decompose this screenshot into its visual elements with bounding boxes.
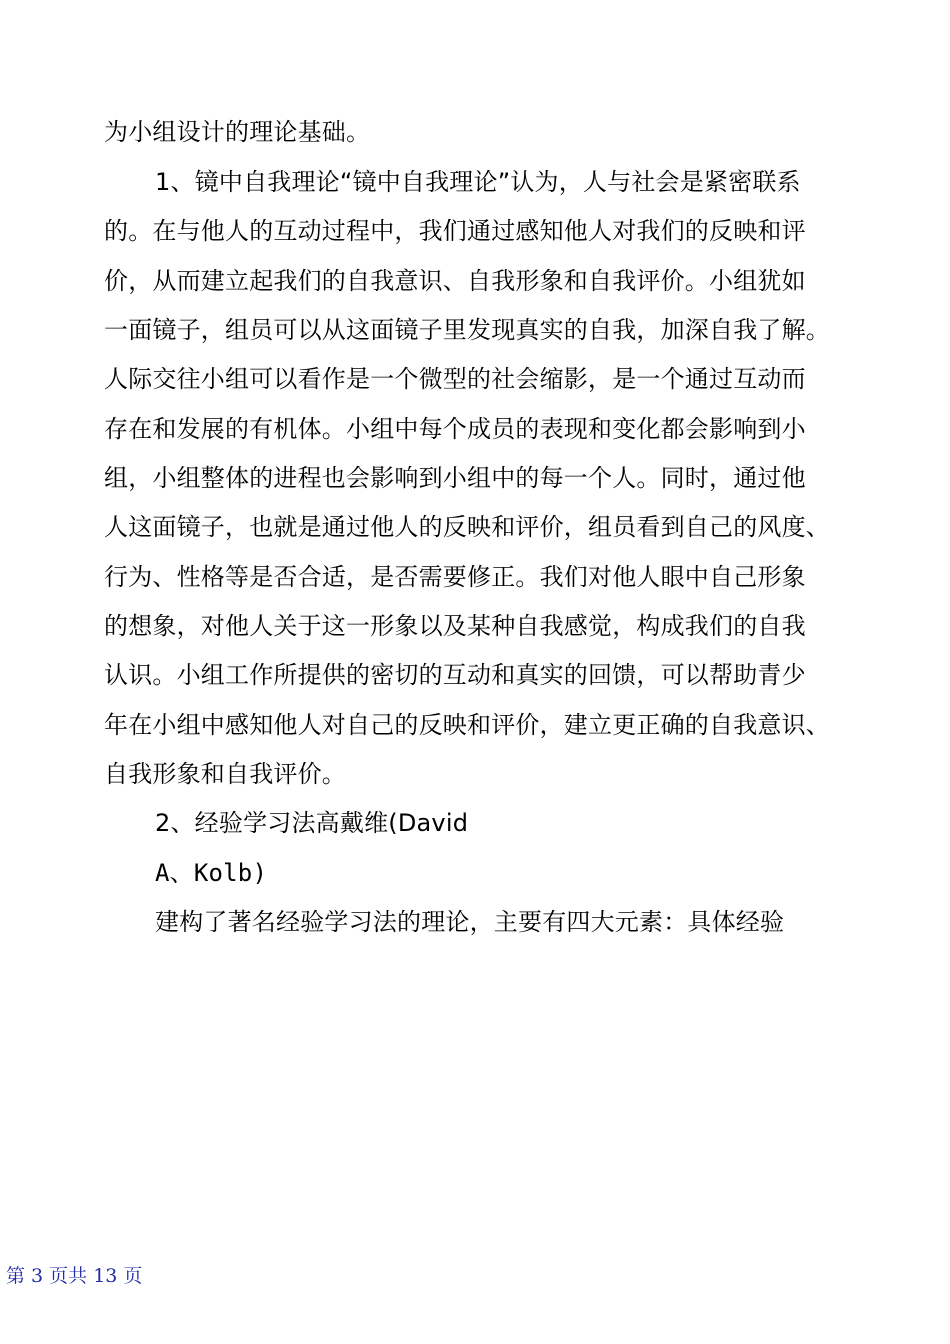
text-line: 人这面镜子，也就是通过他人的反映和评价，组员看到自己的风度、 xyxy=(104,513,830,541)
text-line: 价，从而建立起我们的自我意识、自我形象和自我评价。小组犹如 xyxy=(104,267,806,295)
text-line: 的想象，对他人关于这一形象以及某种自我感觉，构成我们的自我 xyxy=(104,612,806,640)
text-line: 的。在与他人的互动过程中，我们通过感知他人对我们的反映和评 xyxy=(104,217,806,245)
text-line: 一面镜子，组员可以从这面镜子里发现真实的自我，加深自我了解。 xyxy=(104,316,830,344)
text-line: 存在和发展的有机体。小组中每个成员的表现和变化都会影响到小 xyxy=(104,415,806,443)
text-line: 认识。小组工作所提供的密切的互动和真实的回馈，可以帮助青少 xyxy=(104,661,806,689)
text-line: A、Kolb) xyxy=(155,859,268,887)
text-line: 建构了著名经验学习法的理论，主要有四大元素：具体经验 xyxy=(155,908,785,936)
text-line: 1、镜中自我理论“镜中自我理论”认为，人与社会是紧密联系 xyxy=(155,168,801,196)
text-line: 行为、性格等是否合适，是否需要修正。我们对他人眼中自己形象 xyxy=(104,563,806,591)
text-line: 2、经验学习法高戴维(David xyxy=(155,809,469,837)
text-line: 年在小组中感知他人对自己的反映和评价，建立更正确的自我意识、 xyxy=(104,711,830,739)
text-line: 人际交往小组可以看作是一个微型的社会缩影，是一个通过互动而 xyxy=(104,365,806,393)
text-line: 自我形象和自我评价。 xyxy=(104,760,346,788)
text-line: 为小组设计的理论基础。 xyxy=(104,118,371,146)
text-line: 组，小组整体的进程也会影响到小组中的每一个人。同时，通过他 xyxy=(104,464,806,492)
page-number-footer: 第 3 页共 13 页 xyxy=(6,1265,143,1287)
